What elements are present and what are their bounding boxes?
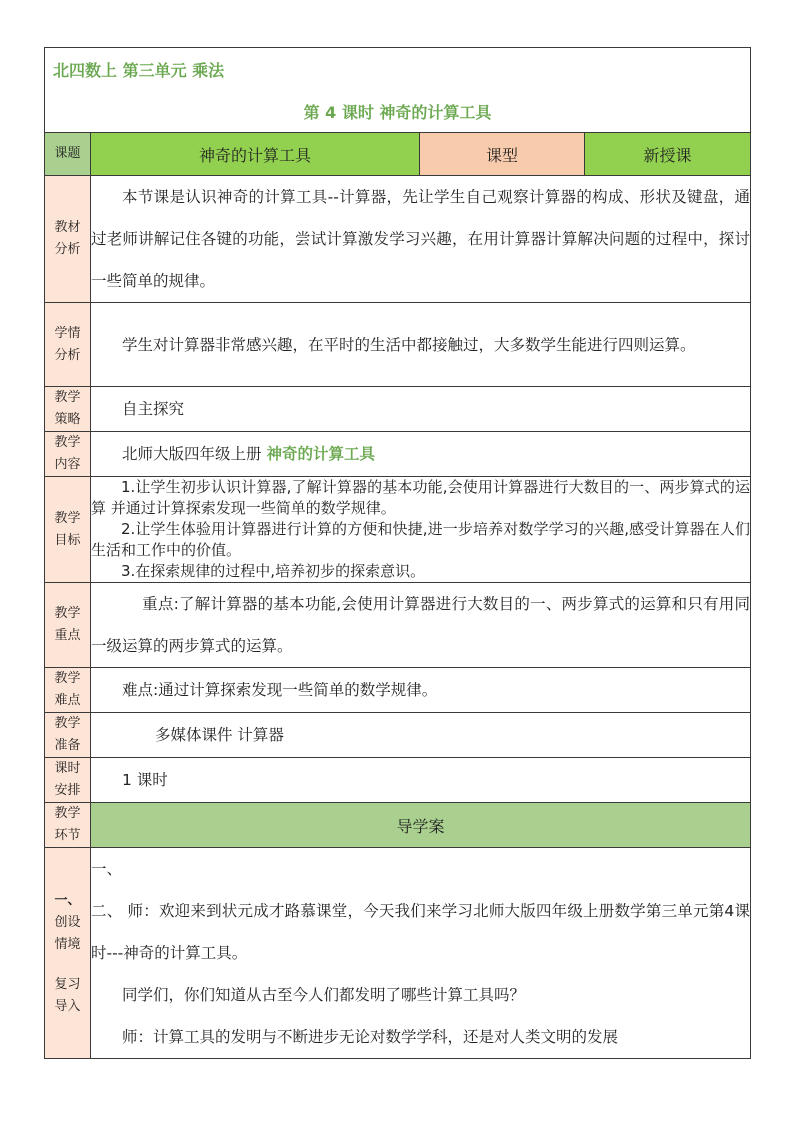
strategy-row [45, 387, 751, 432]
goals-label: 教学 目标 [45, 477, 91, 583]
student-analysis-label: 学情 分析 [45, 303, 91, 387]
topic-value: 神奇的计算工具 [91, 133, 420, 176]
content-label: 教学 内容 [45, 432, 91, 477]
topic-label: 课题 [45, 133, 91, 176]
key-points-label: 教学 重点 [45, 583, 91, 668]
preparation-text: 多媒体课件 计算器 [91, 713, 751, 758]
textbook-analysis-text: 本节课是认识神奇的计算工具--计算器，先让学生自己观察计算器的构成、形状及键盘，通过老师讲解记住各键的功能，尝试计算激发学习兴趣，在用计算器计算解决问题的过程中，探讨一些简单的规律。 [91, 176, 751, 303]
schedule-label: 课时 安排 [45, 758, 91, 803]
key-points-row [45, 583, 751, 668]
lesson-type-label: 课型 [420, 133, 585, 176]
schedule-row [45, 758, 751, 803]
content-text [91, 432, 751, 477]
content-prefix: 北师大版四年级上册 [122, 445, 262, 463]
key-points-text: 重点:了解计算器的基本功能,会使用计算器进行大数目的一、两步算式的运算和只有用同一级运算的两步算式的运算。 [91, 583, 751, 668]
textbook-analysis-label: 教材 分析 [45, 176, 91, 303]
student-analysis-row [45, 303, 751, 387]
strategy-text: 自主探究 [91, 387, 751, 432]
steps-row [45, 803, 751, 848]
lesson-type-value: 新授课 [585, 133, 751, 176]
goal-item: 1.让学生初步认识计算器,了解计算器的基本功能,会使用计算器进行大数目的一、两步算式的运算 并通过计算探索发现一些简单的数学规律。 [91, 478, 750, 517]
preparation-label: 教学 准备 [45, 713, 91, 758]
textbook-analysis-row [45, 176, 751, 303]
section-one-row [45, 848, 751, 1059]
lesson-plan-page [44, 47, 750, 1059]
lesson-title: 第 4 课时 神奇的计算工具 [303, 103, 492, 122]
steps-value: 导学案 [91, 803, 751, 848]
schedule-text: 1 课时 [91, 758, 751, 803]
section-one-para-4: 师：计算工具的发明与不断进步无论对数学学科，还是对人类文明的发展 [122, 1028, 619, 1046]
goals-text [91, 477, 751, 583]
header-cell [45, 48, 751, 133]
goal-item: 2.让学生体验用计算器进行计算的方便和快捷,进一步培养对数学学习的兴趣,感受计算器在人们生活和工作中的价值。 [91, 520, 750, 559]
difficulties-label: 教学 难点 [45, 668, 91, 713]
preparation-row [45, 713, 751, 758]
section-one-label: 一、 创设 情境 复习 导入 [45, 848, 91, 1059]
section-one-line-1: 一、 [91, 860, 123, 878]
section-one-para-3: 同学们，你们知道从古至今人们都发明了哪些计算工具吗？ [122, 986, 526, 1004]
lesson-plan-table [44, 47, 751, 1059]
difficulties-text: 难点:通过计算探索发现一些简单的数学规律。 [91, 668, 751, 713]
steps-label: 教学 环节 [45, 803, 91, 848]
strategy-label: 教学 策略 [45, 387, 91, 432]
topic-row [45, 133, 751, 176]
goal-item: 3.在探索规律的过程中,培养初步的探索意识。 [121, 562, 426, 580]
content-row [45, 432, 751, 477]
header-row [45, 48, 751, 133]
difficulties-row [45, 668, 751, 713]
student-analysis-text: 学生对计算器非常感兴趣，在平时的生活中都接触过，大多数学生能进行四则运算。 [91, 303, 751, 387]
content-highlight: 神奇的计算工具 [266, 445, 375, 463]
section-one-text [91, 848, 751, 1059]
goals-row [45, 477, 751, 583]
unit-title: 北四数上 第三单元 乘法 [53, 61, 225, 80]
section-one-para-2: 二、 师：欢迎来到状元成才路慕课堂，今天我们来学习北师大版四年级上册数学第三单元第4课时---神奇的计算工具。 [91, 902, 750, 962]
